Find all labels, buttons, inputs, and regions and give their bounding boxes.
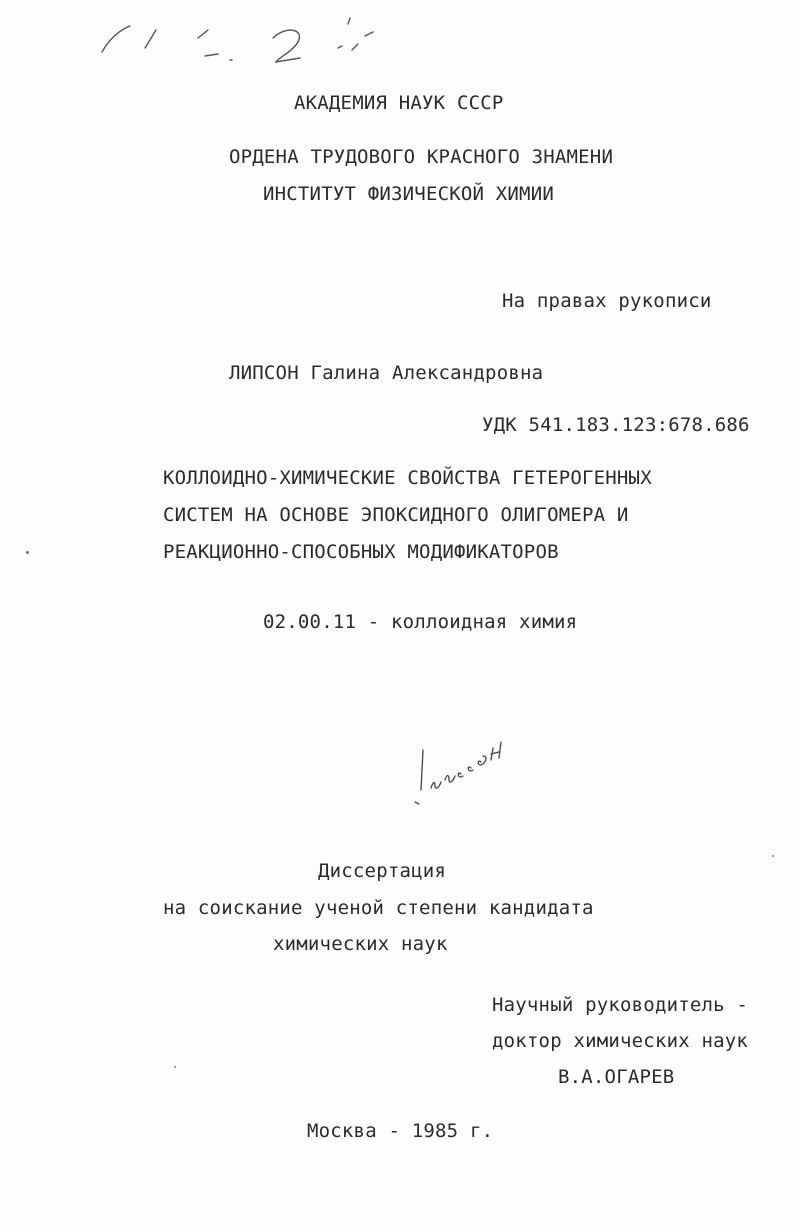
specialty-code: 02.00.11 - коллоидная химия (263, 611, 578, 633)
dissertation-title-line-1: КОЛЛОИДНО-ХИМИЧЕСКИЕ СВОЙСТВА ГЕТЕРОГЕННЫХ (163, 467, 652, 489)
institute-line-2: ИНСТИТУТ ФИЗИЧЕСКОЙ ХИМИИ (263, 183, 554, 205)
signature-icon (405, 730, 525, 810)
author-name: ЛИПСОН Галина Александровна (229, 362, 544, 384)
degree-line: на соискание ученой степени кандидата (163, 897, 594, 919)
scan-speck (26, 551, 29, 554)
supervisor-degree: доктор химических наук (492, 1030, 749, 1052)
dissertation-title-line-2: СИСТЕМ НА ОСНОВЕ ЭПОКСИДНОГО ОЛИГОМЕРА И (163, 504, 629, 526)
science-field-line: химических наук (273, 933, 448, 955)
city-year: Москва - 1985 г. (307, 1120, 494, 1142)
archive-number-scribble-icon (90, 8, 390, 68)
udc-code: УДК 541.183.123:678.686 (482, 414, 750, 436)
dissertation-title-line-3: РЕАКЦИОННО-СПОСОБНЫХ МОДИФИКАТОРОВ (163, 541, 559, 563)
scan-speck (772, 855, 774, 857)
supervisor-label: Научный руководитель - (492, 994, 749, 1016)
supervisor-name: В.А.ОГАРЕВ (558, 1066, 675, 1088)
scan-speck (174, 1066, 176, 1068)
manuscript-rights-note: На правах рукописи (502, 290, 712, 312)
dissertation-label: Диссертация (318, 860, 447, 882)
institute-line-1: ОРДЕНА ТРУДОВОГО КРАСНОГО ЗНАМЕНИ (229, 146, 614, 168)
academy-heading: АКАДЕМИЯ НАУК СССР (294, 92, 504, 114)
